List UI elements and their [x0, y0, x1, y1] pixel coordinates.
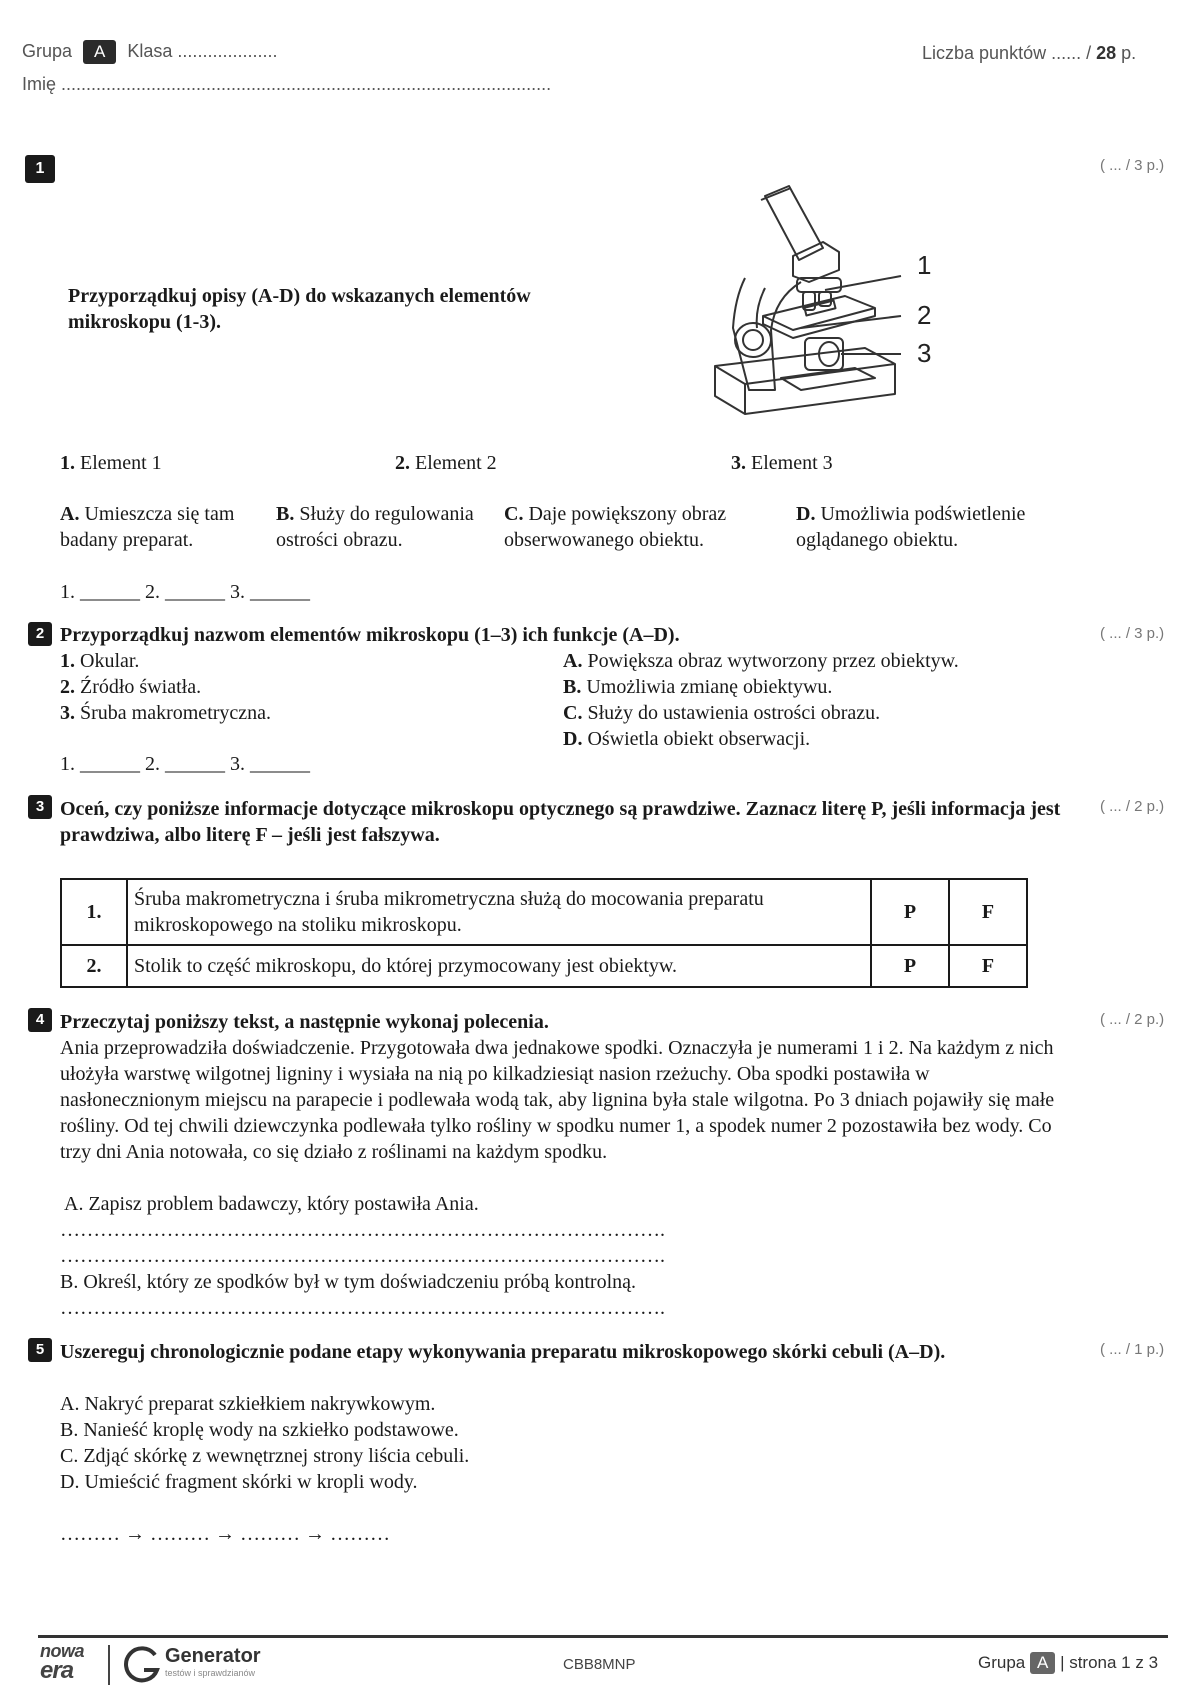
task2-element-3: 3. Śruba makrometryczna. — [60, 702, 272, 724]
task1-option-c: C. Daje powiększony obraz obserwowanego obiektu. — [504, 503, 727, 551]
nowa-era-logo — [40, 1642, 96, 1692]
task5-answer-line[interactable]: ……… → ……… → ……… → ……… — [60, 1523, 390, 1545]
task1-option-d: D. Umożliwia podświetlenie oglądanego obiektu. — [796, 503, 1026, 551]
task1-element-3: 3. Element 3 — [731, 452, 833, 474]
task5-instruction: Uszereguj chronologicznie podane etapy wykonywania preparatu mikroskopowego skórki cebuli (A–D). — [60, 1341, 946, 1363]
task-number-3: 3 — [28, 795, 52, 819]
generator-logo-icon — [122, 1646, 162, 1684]
header-group-row — [22, 40, 277, 64]
task1-element-2: 2. Element 2 — [395, 452, 497, 474]
task2-function-c: C. Służy do ustawienia ostrości obrazu. — [563, 702, 881, 724]
footer-page-info — [978, 1652, 1158, 1674]
task4-answer-line-b[interactable]: ………………………………………………………………………………. — [60, 1297, 665, 1319]
figure-label-3: 3 — [917, 338, 932, 368]
footer-divider — [38, 1635, 1168, 1638]
points-total: 28 — [1096, 43, 1117, 63]
task4-answer-line-a1[interactable]: ………………………………………………………………………………. — [60, 1219, 665, 1241]
task-points-1: ( ... / 3 p.) — [1100, 157, 1165, 174]
task2-answer-line[interactable]: 1. ______ 2. ______ 3. ______ — [60, 753, 310, 775]
true-option[interactable]: P — [871, 945, 949, 987]
task2-function-b: B. Umożliwia zmianę obiektywu. — [563, 676, 833, 698]
footer-group-badge: A — [1030, 1652, 1055, 1674]
task5-step-a: A. Nakryć preparat szkiełkiem nakrywkowym. — [60, 1393, 436, 1415]
task2-function-d: D. Oświetla obiekt obserwacji. — [563, 728, 811, 750]
document-code: CBB8MNP — [563, 1656, 636, 1673]
task-number-1: 1 — [25, 155, 55, 183]
table-row — [61, 879, 1027, 945]
group-label: Grupa — [22, 40, 73, 61]
task1-element-1: 1. Element 1 — [60, 452, 162, 474]
points-label: Liczba punktów ...... / — [922, 43, 1092, 63]
logo-era-text: era — [40, 1657, 74, 1684]
task4-instruction: Przeczytaj poniższy tekst, a następnie wykonaj polecenia. — [60, 1011, 549, 1033]
task-number-5: 5 — [28, 1338, 52, 1362]
false-option[interactable]: F — [949, 945, 1027, 987]
task2-functions-list — [563, 648, 959, 752]
task4-question-b: B. Określ, który ze spodków był w tym doświadczeniu próbą kontrolną. — [60, 1271, 637, 1293]
task-number-4: 4 — [28, 1008, 52, 1032]
task2-element-2: 2. Źródło światła. — [60, 676, 202, 698]
false-option[interactable]: F — [949, 879, 1027, 945]
task5-step-d: D. Umieścić fragment skórki w kropli wody. — [60, 1471, 418, 1493]
task-points-5: ( ... / 1 p.) — [1100, 1341, 1165, 1358]
points-summary — [922, 43, 1136, 64]
logo-nowa-text: nowa — [40, 1641, 85, 1661]
statement-text: Stolik to część mikroskopu, do której przymocowany jest obiektyw. — [127, 945, 871, 987]
task3-table — [60, 878, 1028, 988]
task-points-4: ( ... / 2 p.) — [1100, 1011, 1165, 1028]
table-row — [61, 945, 1027, 987]
row-number: 1. — [61, 879, 127, 945]
true-option[interactable]: P — [871, 879, 949, 945]
task3-instruction: Oceń, czy poniższe informacje dotyczące mikroskopu optycznego są prawdziwe. Zaznacz literę P, jeśli informacja jest prawdziwa, albo literę F – jeśli jest fałszywa. — [60, 798, 1061, 846]
leader-line-2 — [801, 316, 901, 328]
points-unit: p. — [1121, 43, 1137, 63]
class-field: Klasa .................... — [127, 40, 278, 61]
footer-group-label: Grupa — [978, 1653, 1026, 1672]
name-field: Imię .................................................................................................. — [22, 74, 552, 94]
task2-element-1: 1. Okular. — [60, 650, 140, 672]
figure-label-2: 2 — [917, 300, 932, 330]
task-points-3: ( ... / 2 p.) — [1100, 798, 1165, 815]
task4-question-a: A. Zapisz problem badawczy, który postawiła Ania. — [64, 1193, 479, 1215]
task5-step-b: B. Nanieść kroplę wody na szkiełko podstawowe. — [60, 1419, 459, 1441]
figure-label-1: 1 — [917, 250, 932, 280]
task4-story-text: Ania przeprowadziła doświadczenie. Przygotowała dwa jednakowe spodki. Oznaczyła je numerami 1 i 2. Na każdym z nich ułożyła warstwę wilgotnej ligniny i wysiała na nią po kilkadziesiąt nasion rzeżuchy. Oba spodki postawiła w nasłonecznionym miejscu na parapecie i podlewała wodą tak, aby lignina była stale wilgotna. Po 3 dniach pojawiły się małe rośliny. Od tej chwili dziewczynka podlewała tylko rośliny w spodku numer 1, a spodek numer 2 pozostawiła bez wody. Co trzy dni Ania notowała, co się działo z roślinami na każdym spodku. — [60, 1037, 1055, 1163]
task-points-2: ( ... / 3 p.) — [1100, 625, 1165, 642]
task1-answer-line[interactable]: 1. ______ 2. ______ 3. ______ — [60, 581, 310, 603]
task2-function-a: A. Powiększa obraz wytworzony przez obiektyw. — [563, 650, 959, 672]
task1-option-a: A. Umieszcza się tam badany preparat. — [60, 503, 235, 551]
statement-text: Śruba makrometryczna i śruba mikrometryczna służą do mocowania preparatu mikroskopowego na stoliku mikroskopu. — [127, 879, 871, 945]
task-number-2: 2 — [28, 622, 52, 646]
task2-instruction: Przyporządkuj nazwom elementów mikroskopu (1–3) ich funkcje (A–D). — [60, 624, 680, 646]
task4-answer-line-a2[interactable]: ………………………………………………………………………………. — [60, 1245, 665, 1267]
task2-elements-list — [60, 648, 271, 726]
logo-separator — [108, 1645, 110, 1685]
task5-step-c: C. Zdjąć skórkę z wewnętrznej strony liścia cebuli. — [60, 1445, 470, 1467]
generator-logo-subtext: testów i sprawdzianów — [165, 1668, 256, 1678]
footer-page-number: | strona 1 z 3 — [1060, 1653, 1159, 1672]
task1-option-b: B. Służy do regulowania ostrości obrazu. — [276, 503, 474, 551]
row-number: 2. — [61, 945, 127, 987]
generator-logo-text: Generator — [165, 1645, 261, 1667]
task1-instruction: Przyporządkuj opisy (A-D) do wskazanych elementów mikroskopu (1-3). — [68, 285, 531, 333]
task5-steps-list — [60, 1391, 469, 1495]
group-badge: A — [83, 40, 116, 64]
microscope-illustration — [705, 178, 965, 438]
